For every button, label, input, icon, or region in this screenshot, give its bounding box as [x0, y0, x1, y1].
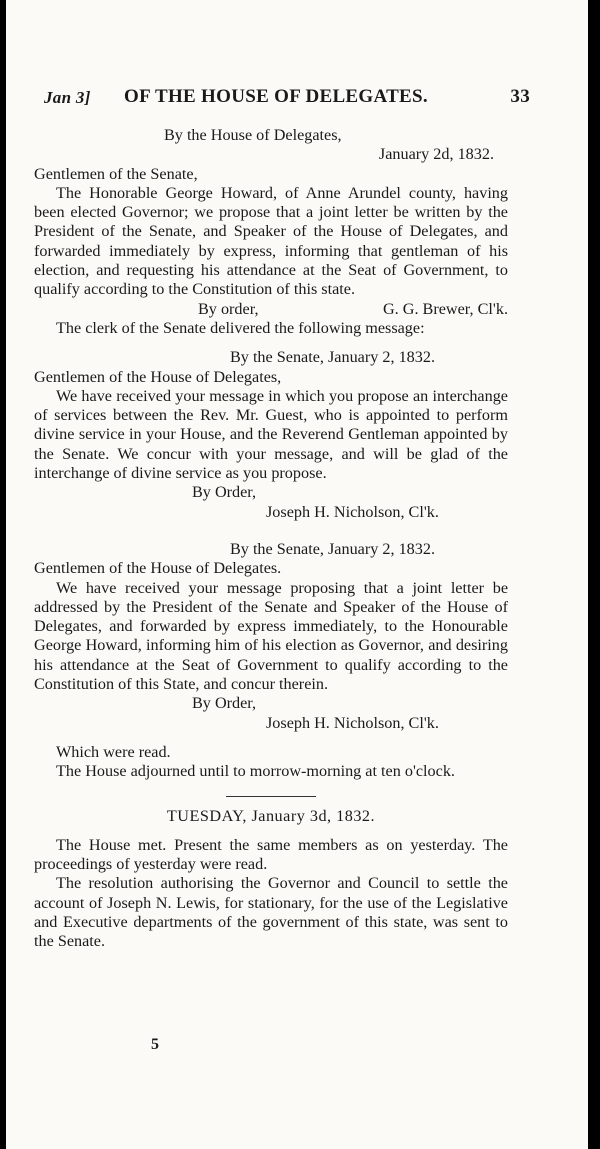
msg1-body: The Honorable George Howard, of Anne Arundel county, having been elected Governor; we propose that a joint letter be written by the President of the Senate, and Speaker of the House of Delegates, and forwarded immediately by express, informing that gentleman of his election, and requesting his attendance at the Seat of Government, to qualify according to the Constitution of this state. [34, 183, 508, 299]
msg3-salutation: Gentlemen of the House of Delegates. [34, 559, 282, 578]
msg1-from: By the House of Delegates, [164, 126, 342, 144]
msg3-body: We have received your message proposing that a joint letter be addressed by the President of the Senate and Speaker of the House of Delegates, and forwarded by express immediately, to the Honourable George Howard, informing him of his election as Governor, and desiring his attendance at the Seat of Government to qualify according to the Constitution of this State, and concur therein. [34, 578, 508, 694]
msg2-signature: Joseph H. Nicholson, Cl'k. [266, 502, 439, 521]
msg2-by-order: By Order, [192, 483, 257, 502]
msg2-from-date: By the Senate, January 2, 1832. [230, 348, 435, 367]
proceedings-para-1: The House met. Present the same members as on yesterday. The proceedings of yesterday were read. [34, 835, 508, 874]
msg1-by-order: By order, [198, 299, 259, 318]
clerk-line: The clerk of the Senate delivered the following message: [56, 318, 425, 337]
msg2-salutation: Gentlemen of the House of Delegates, [34, 367, 282, 386]
msg1-salutation: Gentlemen of the Senate, [34, 164, 198, 183]
msg2-body: We have received your message in which you propose an interchange of services between the Rev. Mr. Guest, who is appointed to perform divine service in your House, and the Reverend Gentleman appointed by the Senate. We concur with your message, and will be glad of the interchange of divine service as you propose. [34, 386, 508, 483]
adjourn-line: The House adjourned until to morrow-morning at ten o'clock. [56, 762, 455, 781]
section-divider [226, 796, 316, 797]
msg1-signoff [34, 300, 508, 319]
proceedings-para-2: The resolution authorising the Governor and Council to settle the account of Joseph N. Lewis, for stationary, for the use of the Legislative and Executive departments of the government of this state, was sent to the Senate. [34, 874, 508, 951]
msg3-by-order: By Order, [192, 694, 257, 713]
header-date: Jan 3] [44, 88, 91, 107]
header-title: OF THE HOUSE OF DELEGATES. [124, 86, 428, 107]
running-header [44, 86, 530, 112]
msg3-from-date: By the Senate, January 2, 1832. [230, 539, 435, 558]
document-body [34, 126, 508, 952]
msg3-signature: Joseph H. Nicholson, Cl'k. [266, 713, 439, 732]
day-heading: TUESDAY, January 3d, 1832. [166, 806, 376, 825]
read-line: Which were read. [56, 742, 171, 761]
document-page [6, 0, 588, 1149]
signature-mark: 5 [151, 1036, 159, 1053]
page-number: 33 [510, 86, 530, 107]
msg1-signature: G. G. Brewer, Cl'k. [382, 299, 508, 318]
msg1-date: January 2d, 1832. [378, 145, 494, 164]
